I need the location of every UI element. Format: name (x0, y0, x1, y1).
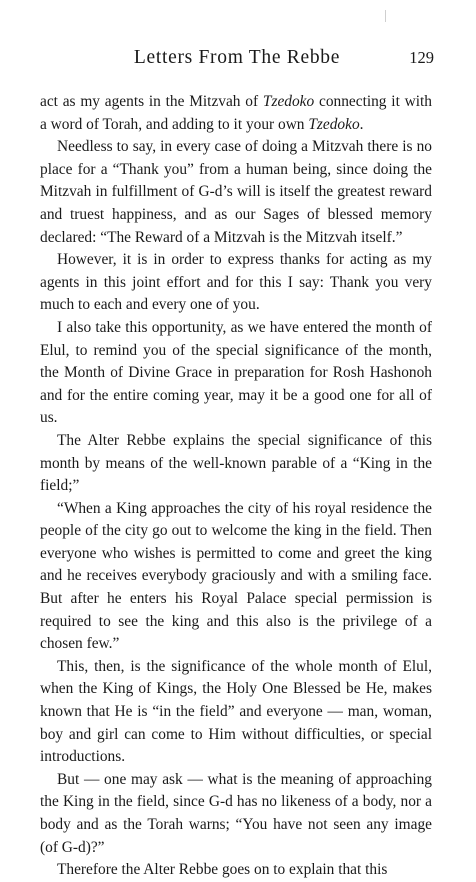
paragraph-5: The Alter Rebbe explains the special significance of this month by means of the well-known parable of a “King in the field;” (40, 431, 432, 495)
paragraph-8: But — one may ask — what is the meaning of approaching the King in the field, since G-d has no likeness of a body, nor a body and as the Torah warns; “You have not seen any image (of G-d)?” (40, 770, 432, 856)
paragraph-1 (40, 91, 432, 136)
paragraph-7: This, then, is the significance of the whole month of Elul, when the King of Kings, the Holy One Blessed be He, makes known that He is “in the field” and everyone — man, woman, boy and girl can come to Him without difficulties, or special introductions. (40, 657, 432, 766)
paragraph-3: However, it is in order to express thanks for acting as my agents in this joint effort and for this I say: Thank you very much to each and every one of you. (40, 251, 432, 314)
paragraph-6-quote: “When a King approaches the city of his royal residence the people of the city go out to welcome the king in the field. Then everyone who wishes is permitted to come and greet the king and he receives everybody graciously and with a smiling face. But after he enters his Royal Palace special permission is required to see the king and this also is the privilege of a chosen few.” (40, 499, 432, 653)
margin-tick-mark (385, 10, 386, 22)
paragraph-2: Needless to say, in every case of doing a Mitzvah there is no place for a “Thank you” from a human being, since doing the Mitzvah in fulfillment of G-d’s will is itself the greatest reward and truest happiness, and as our Sages of blessed memory declared: “The Reward of a Mitzvah is the Mitzvah itself.” (40, 138, 432, 246)
italic-term: Tzedoko (308, 115, 360, 133)
paragraph-9: Therefore the Alter Rebbe goes on to explain that this (57, 861, 388, 879)
running-title: Letters From The Rebbe (133, 47, 341, 68)
text-segment: . (359, 115, 364, 133)
text-segment: connecting it with a word of Torah, and adding to it your own (40, 93, 432, 133)
running-head (40, 46, 434, 70)
page-number: 129 (409, 48, 434, 67)
paragraph-4: I also take this opportunity, as we have entered the month of Elul, to remind you of the special significance of the month, the Month of Divine Grace in preparation for Rosh Hashonoh and for the entire coming year, may it be a good one for all of us. (40, 318, 432, 427)
italic-term: Tzedoko (262, 93, 315, 110)
body-text (40, 91, 432, 882)
text-segment: act as my agents in the Mitzvah of (40, 93, 263, 110)
